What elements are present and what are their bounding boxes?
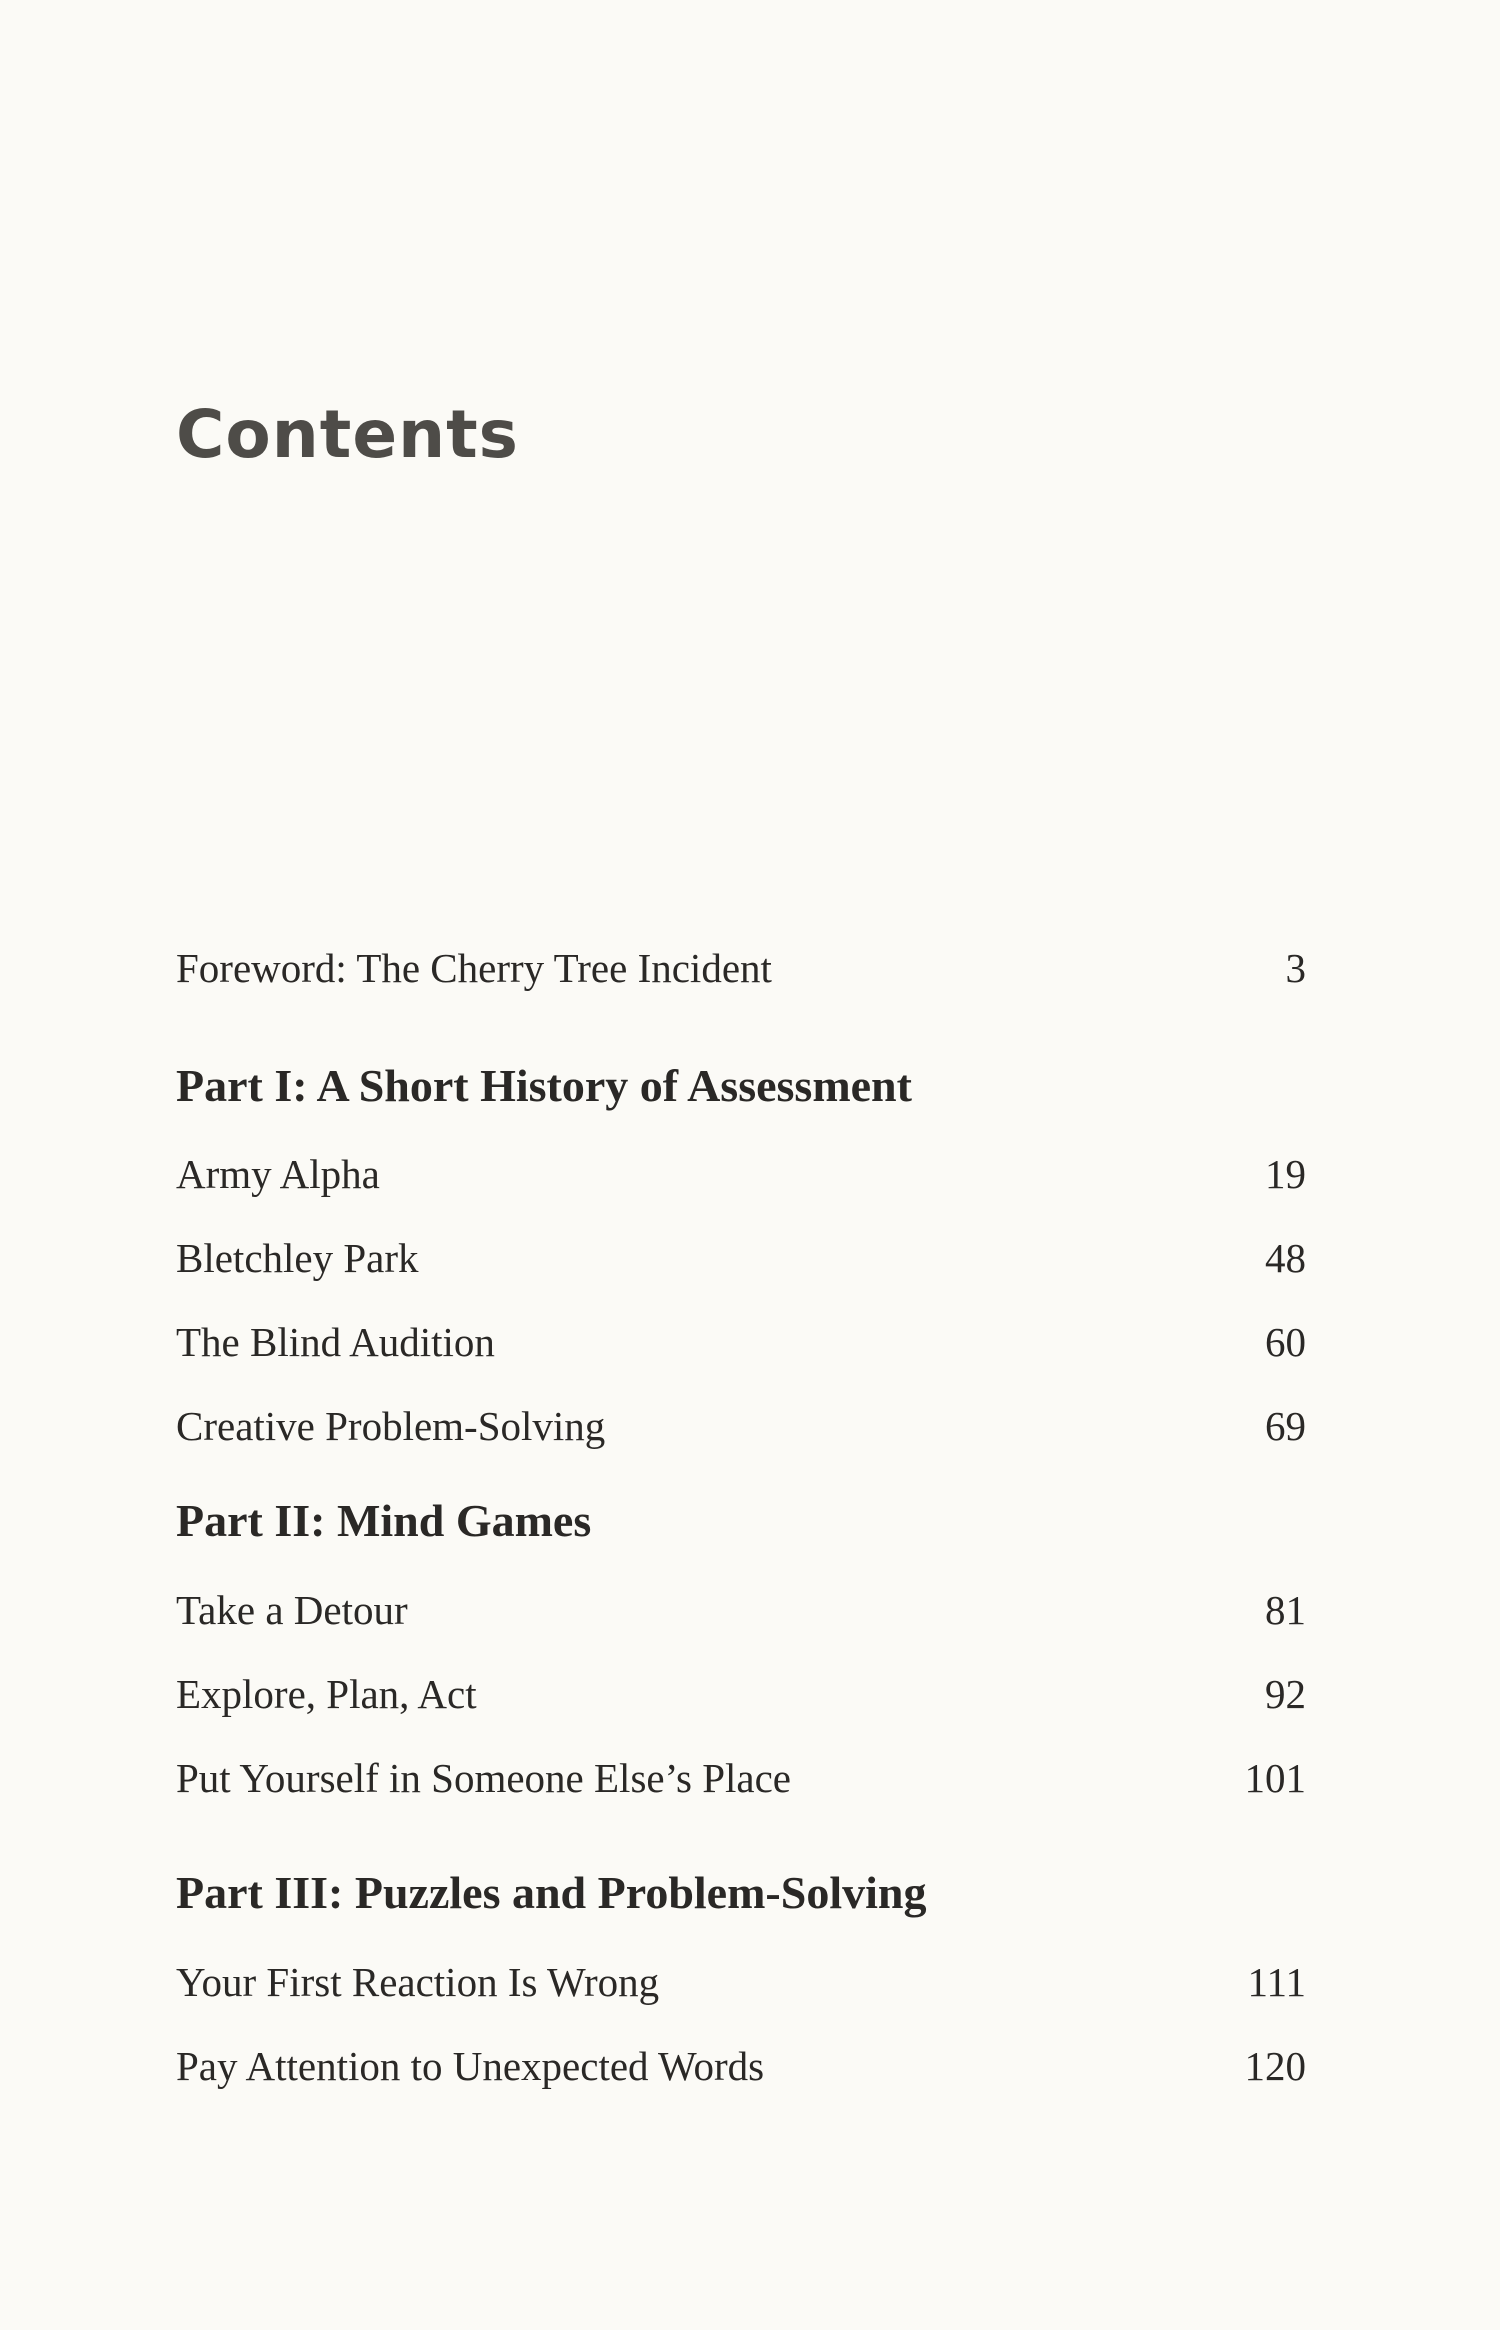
page-title: Contents bbox=[176, 396, 519, 473]
part-heading: Part III: Puzzles and Problem-Solving bbox=[176, 1867, 927, 1918]
toc-entry-page: 69 bbox=[1265, 1403, 1306, 1449]
toc-entry-page: 101 bbox=[1244, 1755, 1306, 1801]
toc-entry-page: 48 bbox=[1265, 1235, 1306, 1281]
part-heading: Part II: Mind Games bbox=[176, 1495, 592, 1546]
toc-entry-page: 120 bbox=[1244, 2043, 1306, 2089]
toc-entry-title: The Blind Audition bbox=[176, 1319, 495, 1365]
toc-entry-title: Take a Detour bbox=[176, 1587, 408, 1633]
part-heading: Part I: A Short History of Assessment bbox=[176, 1060, 912, 1111]
toc-entry-title: Pay Attention to Unexpected Words bbox=[176, 2043, 765, 2089]
toc-entry bbox=[176, 1959, 1306, 2005]
toc-entry bbox=[176, 1151, 1306, 1197]
toc-entry-title: Your First Reaction Is Wrong bbox=[176, 1959, 660, 2005]
toc-entry bbox=[176, 1587, 1306, 1633]
toc-entry bbox=[176, 1755, 1306, 1801]
toc-entry-page: 19 bbox=[1265, 1151, 1306, 1197]
toc-entry-foreword bbox=[176, 945, 1306, 991]
toc-entry-page: 81 bbox=[1265, 1587, 1306, 1633]
toc-entry-page: 60 bbox=[1265, 1319, 1306, 1365]
toc-entry bbox=[176, 1235, 1306, 1281]
toc-entry-page: 3 bbox=[1285, 945, 1306, 991]
toc-entry-title: Army Alpha bbox=[176, 1151, 380, 1197]
toc-entry-title: Creative Problem-Solving bbox=[176, 1403, 606, 1449]
toc-entry bbox=[176, 2043, 1306, 2089]
toc-entry bbox=[176, 1403, 1306, 1449]
toc-entry-title: Bletchley Park bbox=[176, 1235, 419, 1281]
toc-entry-title: Foreword: The Cherry Tree Incident bbox=[176, 945, 772, 991]
toc-entry-title: Explore, Plan, Act bbox=[176, 1671, 477, 1717]
toc-entry-title: Put Yourself in Someone Else’s Place bbox=[176, 1755, 791, 1801]
toc-entry-page: 111 bbox=[1247, 1959, 1306, 2005]
toc-entry bbox=[176, 1319, 1306, 1365]
toc-entry-page: 92 bbox=[1265, 1671, 1306, 1717]
toc-entry bbox=[176, 1671, 1306, 1717]
